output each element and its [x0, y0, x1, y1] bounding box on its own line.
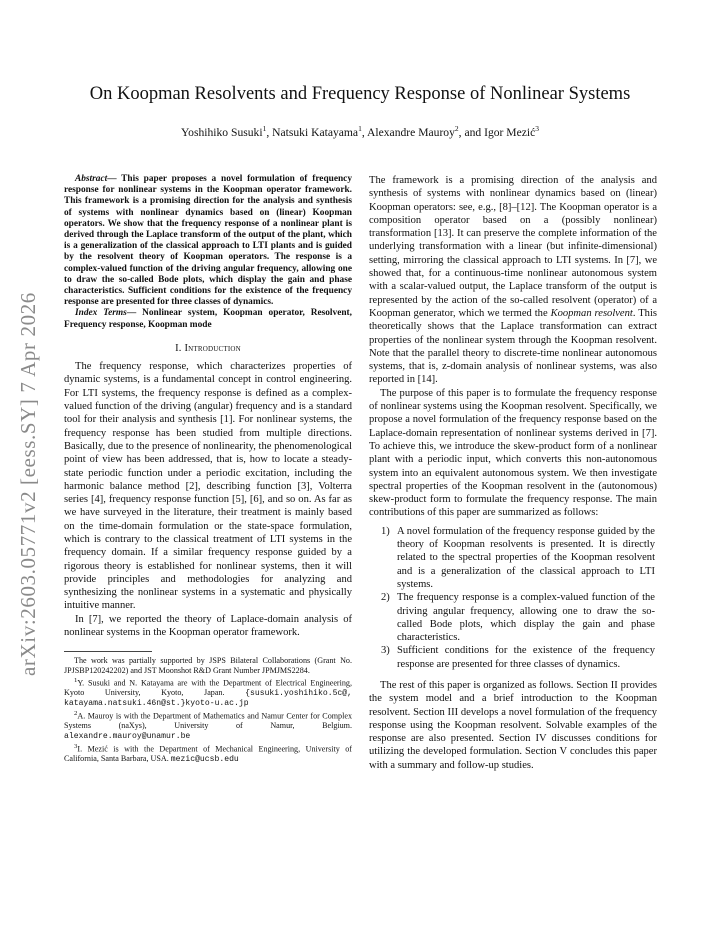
author-line — [40, 124, 680, 139]
author-affiliation-mark: 2 — [454, 124, 459, 133]
author-name: Igor Mezić — [484, 125, 536, 139]
abstract — [64, 174, 352, 308]
list-text: The frequency response is a complex-valued function of the driving angular frequency, allowing one to draw the so-called Bode plots, which display the gain and phase characteristics. — [397, 592, 655, 644]
footnote-mark: 1 — [74, 676, 78, 684]
right-column — [369, 174, 657, 772]
funding-footnote: The work was partially supported by JSPS Bilateral Collaborations (Grant No. JPJSBP120242202) and JST Moonshot R&D Grant Number JPMJMS2284. — [64, 656, 352, 675]
affiliation-footnote — [64, 742, 352, 765]
abstract-label: Abstract — [75, 174, 108, 184]
list-item — [369, 525, 657, 591]
email-address: {susuki.yoshihiko.5c@, katayama.natsuki.46n@st.}kyoto-u.ac.jp — [64, 688, 352, 709]
author-separator: , — [266, 125, 273, 139]
footnote-text: I. Mezić is with the Department of Mechanical Engineering, University of California, Santa Barbara, USA. — [64, 744, 352, 763]
list-number: 2) — [381, 592, 390, 604]
list-text: Sufficient conditions for the existence of the frequency response are presented for three classes of dynamics. — [397, 645, 655, 670]
affiliation-footnote — [64, 709, 352, 741]
list-item — [369, 591, 657, 644]
left-column — [64, 174, 352, 764]
email-address: mezic@ucsb.edu — [170, 754, 239, 764]
abstract-text: — This paper proposes a novel formulation of frequency response for nonlinear systems in the Koopman operator framework. This framework is a promising direction for the analysis and synthesis of systems with nonlinear dynamics based on (linear) Koopman operators. We show that the frequency response of a nonlinear plant is derived through the Laplace transform of the output of the plant, which is a generalization of the classical approach to LTI plants and is guided by the resolvent theory of Koopman operators. The response is a complex-valued function of the driving angular frequency, allowing one to draw the so-called Bode plots, which display the gain and phase characteristics. Sufficient conditions for the existence of the frequency response are presented for three classes of dynamics. — [64, 174, 352, 308]
author-affiliation-mark: 1 — [358, 124, 362, 133]
index-terms — [64, 308, 352, 330]
list-text: A novel formulation of the frequency response guided by the theory of Koopman resolvents is presented. It is directly related to the spectral properties of the Koopman resolvent and is a generalization of the classical approach to LTI systems. — [397, 525, 655, 590]
contributions-list — [369, 525, 657, 671]
body-text: . This theoretically shows that the Laplace transformation can extract properties of the nonlinear system through the Koopman resolvent. Note that the parallel theory to discrete-time nonlinear autonomous systems, that is, z-domain analysis of nonlinear systems, was also reported in [14]. — [369, 307, 657, 386]
footnotes — [64, 656, 352, 764]
paper-title: On Koopman Resolvents and Frequency Response of Nonlinear Systems — [89, 84, 631, 104]
body-paragraph: The rest of this paper is organized as follows. Section II provides the system model and a brief introduction to the Koopman resolvent. Section III develops a novel formulation of the frequency response using the Koopman resolvent. Solvable examples of the response are also presented. Section IV discusses conditions for utilizing the developed formulation. Section V concludes this paper with a summary and follow-up studies. — [369, 679, 657, 771]
section-heading: I. Introduction — [175, 342, 241, 354]
index-terms-label: Index Terms — [75, 308, 127, 319]
author-affiliation-mark: 3 — [535, 124, 540, 133]
footnote-text: Y. Susuki and N. Katayama are with the Department of Electrical Engineering, Kyoto University, Kyoto, Japan. — [64, 678, 352, 697]
footnote-mark: 3 — [74, 742, 78, 750]
author-name: Alexandre Mauroy — [367, 125, 455, 139]
body-paragraph: The purpose of this paper is to formulate the frequency response of nonlinear systems using the Koopman resolvent. Specifically, we propose a novel formulation of the frequency response based on the Laplace-domain representation of nonlinear systems derived in [7]. To achieve this, we introduce the skew-product form of a nonlinear plant with a periodic input, which converts this non-autonomous system into an equivalent autonomous system. We then investigate spectral properties of the Koopman resolvent in the (autonomous) skew-product form to formulate the frequency response. The main contributions of this paper are summarized as follows: — [369, 387, 657, 519]
list-item — [369, 644, 657, 671]
body-paragraph: The frequency response, which characterizes properties of dynamic systems, is a fundamental concept in control engineering. For LTI systems, the frequency response is defined as a complex-valued function of the driving (angular) frequency and is a standard tool for their analysis and synthesis [1]. For nonlinear systems, the frequency response has been studied from multiple directions. Basically, due to the presence of nonlinearity, the phenomenological point of view has been addressed, that is, how to locate a steady-state periodic function under a periodic excitation, including the harmonic balance method [2], describing function [3], Volterra series [4], frequency response function [5], [6], and so on. As far as we have surveyed in the literature, their treatment is mainly based on the time-domain formulation or the state-space formulation, which is contrary to the classical treatment of LTI systems in the frequency domain. If a similar frequency response guided by a rigorous theory is established for nonlinear systems, then it will provide principles and methodologies for analyzing and synthesizing the nonlinear systems in a systematic and physically intuitive manner. — [64, 361, 352, 612]
author-name: Natsuki Katayama — [272, 125, 359, 139]
footnote-text: A. Mauroy is with the Department of Mathematics and Namur Center for Complex Systems (naXys), University of Namur, Belgium. — [64, 711, 352, 731]
author-name: Yoshihiko Susuki — [180, 125, 263, 139]
footnote-mark: 2 — [74, 710, 78, 718]
email-address: alexandre.mauroy@unamur.be — [64, 731, 191, 741]
emphasized-term: Koopman resolvent — [550, 307, 633, 319]
body-paragraph — [369, 174, 657, 387]
body-paragraph: In [7], we reported the theory of Laplace-domain analysis of nonlinear systems in the Koopman operator framework. — [64, 613, 352, 639]
author-affiliation-mark: 1 — [262, 124, 267, 133]
affiliation-footnote — [64, 676, 352, 709]
list-number: 1) — [381, 525, 390, 537]
arxiv-stamp: arXiv:2603.05771v2 [eess.SY] 7 Apr 2026 — [16, 292, 40, 676]
index-terms-text: — Nonlinear system, Koopman operator, Resolvent, Frequency response, Koopman mode — [64, 308, 352, 330]
author-separator: , — [361, 125, 368, 139]
footnote-rule — [64, 651, 152, 652]
author-separator: , and — [458, 125, 485, 139]
body-text: The framework is a promising direction of the analysis and synthesis of systems with nonlinear dynamics based on (linear) Koopman operators: see, e.g., [8]–[12]. The Koopman operator is a composition operator based on a (possibly nonlinear) transformation [13]. It can preserve the complete information of the underlying transformation with a linear (but infinite-dimensional) setting, mirroring the classical approach to LTI systems. In [7], we showed that, for a continuous-time nonlinear autonomous system with a scalar-valued output, the Laplace transform of the output is represented by the action of the so-called resolvent (operator) of a Koopman generator, which we termed the — [369, 175, 657, 319]
list-number: 3) — [381, 645, 390, 657]
